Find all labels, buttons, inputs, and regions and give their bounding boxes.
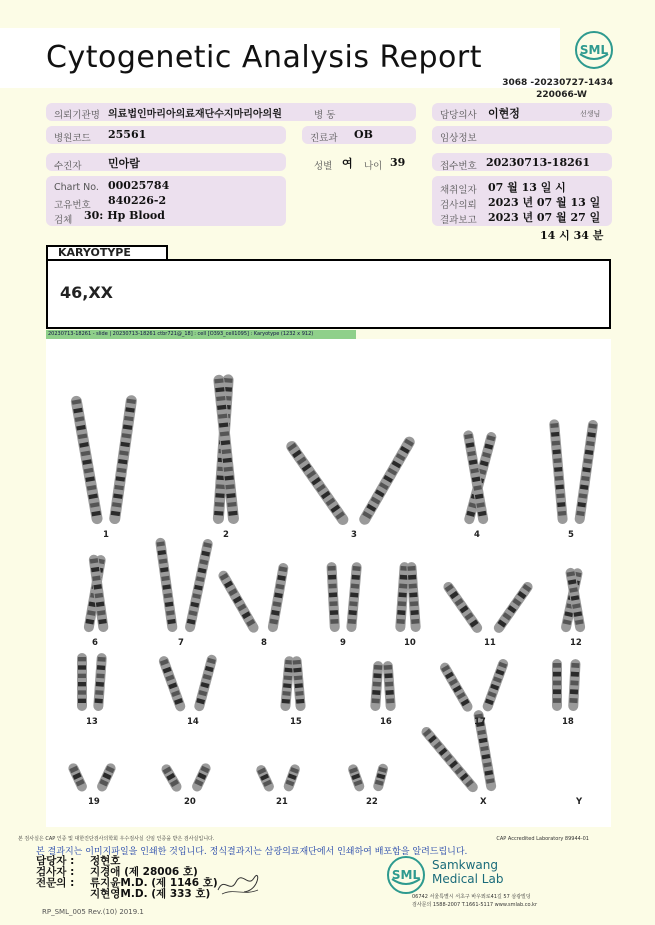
chromosome: [406, 562, 421, 633]
report-id: [502, 77, 613, 101]
ward-label: 병 동: [314, 110, 336, 121]
form-code: RP_SML_005 Rev.(10) 2019.1: [42, 908, 144, 916]
specimen-label: 검체: [54, 215, 73, 226]
karyogram-image: [46, 339, 611, 827]
receipt-value: 20230713-18261: [486, 156, 591, 169]
footer-notice: 본 결과지는 이미지파일을 인쇄한 것입니다. 정식결과지는 삼광의료재단에서 인쇄하여 배포함을 알려드립니다.: [36, 847, 468, 857]
chromosome: [552, 659, 562, 711]
chromosome: [282, 763, 301, 793]
request-value: 2023 년 07 월 13 일: [488, 196, 601, 209]
chromosome: [419, 725, 479, 794]
chromosome: [383, 661, 396, 712]
chr-label: 22: [366, 797, 378, 807]
chr-label: 19: [88, 797, 100, 807]
footer-accreditation: CAP Accredited Laboratory 89944-01: [496, 836, 589, 842]
report-time-value: 14 시 34 분: [540, 229, 604, 242]
patient-label: 수진자: [54, 161, 82, 172]
chromosome: [284, 439, 350, 527]
chromosome: [109, 394, 138, 524]
staff-name: 지현영M.D. (제 333 호): [90, 888, 211, 900]
chr-label: Y: [576, 797, 583, 807]
karyogram-svg: [46, 339, 611, 827]
chromosome: [67, 762, 89, 793]
staff-name: 정현호: [90, 855, 121, 867]
svg-text:SML: SML: [391, 868, 421, 882]
unique-value: 840226-2: [108, 194, 167, 207]
report-date-label: 결과보고: [440, 215, 477, 226]
chromosome: [157, 655, 186, 713]
chr-label: 17: [474, 717, 486, 727]
report-id-line2: 220066-W: [536, 90, 587, 100]
footer-note: 본 검사실은 CAP 인증 및 대한진단검사의학회 우수검사실 신임 인증을 받은 검사실입니다.: [18, 836, 215, 842]
institution-value: 의료법인마리아의료재단수지마리아의원: [108, 109, 282, 120]
sex-value: 여: [342, 157, 353, 170]
chromosome: [155, 537, 178, 632]
doctor-suffix: 선생님: [580, 110, 601, 118]
lab-name-line2: Medical Lab: [432, 872, 504, 886]
chr-label: X: [480, 797, 487, 807]
chromosome: [255, 764, 276, 794]
receipt-label: 접수번호: [440, 161, 477, 172]
chr-label: 8: [261, 638, 267, 648]
chr-label: 13: [86, 717, 98, 727]
dept-label: 진료과: [310, 133, 338, 144]
chromosome: [568, 659, 581, 711]
chromosome: [160, 763, 184, 794]
chr-label: 11: [484, 638, 496, 648]
staff-name: 류지윤M.D. (제 1146 호): [90, 877, 218, 889]
hospital-code-label: 병원코드: [54, 133, 91, 144]
chromosome: [549, 419, 568, 524]
sml-logo-icon: [386, 855, 426, 895]
svg-text:SML: SML: [579, 43, 609, 57]
chr-label: 16: [380, 717, 392, 727]
report-title: Cytogenetic Analysis Report: [46, 40, 483, 75]
chromosome: [70, 395, 103, 525]
report-id-line1: 3068 -20230727-1434: [502, 78, 613, 88]
chr-label: 3: [351, 530, 357, 540]
karyotype-box: [46, 259, 611, 329]
chromosome: [492, 580, 535, 635]
staff-role: 담당자 :: [36, 855, 75, 867]
chr-label: 9: [340, 638, 346, 648]
chromosome: [190, 762, 212, 793]
age-value: 39: [390, 156, 406, 169]
chr-label: 7: [178, 638, 184, 648]
chr-label: 12: [570, 638, 582, 648]
chromosome: [441, 580, 484, 635]
chromosome: [370, 661, 383, 712]
chr-label: 15: [290, 717, 302, 727]
staff-role: 전문의 :: [36, 877, 75, 889]
sml-logo-icon: [574, 30, 614, 70]
chromosome: [372, 763, 389, 793]
chart-value: 00025784: [108, 179, 170, 192]
report-date-value: 2023 년 07 월 27 일: [488, 211, 601, 224]
dept-value: OB: [354, 128, 373, 141]
doctor-label: 담당의사: [440, 110, 477, 121]
lab-address: [412, 893, 537, 909]
sex-label: 성별: [314, 161, 333, 172]
chromosome: [217, 569, 261, 635]
chr-label: 14: [187, 717, 199, 727]
collect-value: 07 월 13 일 시: [488, 181, 566, 194]
chr-label: 6: [92, 638, 98, 648]
chr-label: 4: [474, 530, 480, 540]
lab-name: [432, 858, 503, 886]
clinical-label: 임상정보: [440, 133, 477, 144]
patient-box: [46, 153, 286, 171]
chart-label: Chart No.: [54, 182, 99, 193]
chr-label: 2: [223, 530, 229, 540]
lab-name-line1: Samkwang: [432, 858, 498, 872]
hospital-code-value: 25561: [108, 128, 147, 141]
chromosome: [291, 656, 306, 712]
chr-label: 5: [568, 530, 574, 540]
age-label: 나이: [364, 161, 383, 172]
collect-label: 채취일자: [440, 185, 477, 196]
chr-label: 18: [562, 717, 574, 727]
chromosome: [267, 562, 289, 633]
chr-label: 20: [184, 797, 196, 807]
chromosome: [357, 435, 417, 527]
chr-label: 10: [404, 638, 416, 648]
staff-name: 지경애 (제 28006 호): [90, 866, 198, 878]
chromosome: [193, 654, 218, 713]
request-label: 검사의뢰: [440, 200, 477, 211]
chromosome: [77, 653, 87, 711]
unique-label: 고유번호: [54, 200, 91, 211]
chromosome: [95, 762, 117, 793]
chromosome: [326, 562, 340, 632]
chromosome: [481, 658, 509, 713]
staff-role: 검사자 :: [36, 866, 75, 878]
image-caption: 20230713-18261 - slide | 20230713-18261 ctbr721@_18] : cell [O393_cell1095] : Karyotype (1232 x 912): [46, 330, 356, 339]
specimen-value: 30: Hp Blood: [84, 209, 165, 222]
karyotype-result: 46,XX: [60, 283, 114, 302]
chromosome: [574, 419, 599, 524]
lab-address-line2: 검사문의 1588-2007 T.1661-5117 www.smlab.co.kr: [412, 902, 537, 908]
chromosome: [93, 653, 107, 712]
chromosome: [346, 562, 362, 633]
chromosome: [184, 538, 214, 633]
doctor-value: 이현정: [488, 107, 520, 120]
karyotype-tab: KARYOTYPE: [46, 245, 168, 259]
signature-icon: [214, 868, 264, 898]
patient-value: 민아람: [108, 157, 140, 170]
institution-label: 의뢰기관명: [54, 110, 100, 121]
chr-label: 1: [103, 530, 109, 540]
lab-address-line1: 06742 서울특별시 서초구 바우뫼로41길 57 삼광빌딩: [412, 894, 531, 900]
chromosome: [438, 661, 474, 714]
chromosome: [347, 763, 366, 793]
chr-label: 21: [276, 797, 288, 807]
